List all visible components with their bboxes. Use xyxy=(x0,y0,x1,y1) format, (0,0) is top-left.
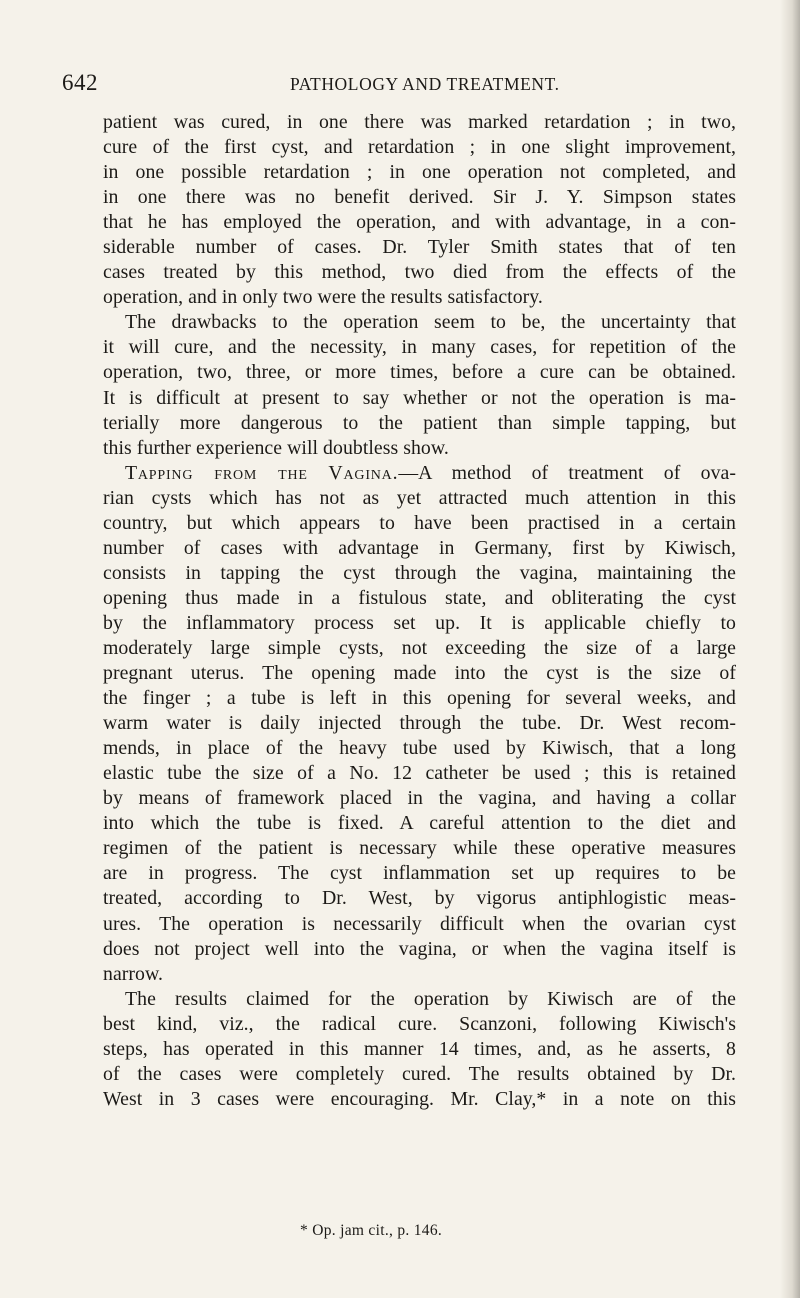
footnote: * Op. jam cit., p. 146. xyxy=(300,1222,443,1239)
text-line: are in progress. The cyst inflammation set up requires to be xyxy=(103,862,736,885)
text-line: cure of the first cyst, and retardation ; in one slight improvement, xyxy=(103,136,736,159)
text-line: regimen of the patient is necessary while these operative measures xyxy=(103,837,736,860)
text-line: operation, and in only two were the results satisfactory. xyxy=(103,286,543,309)
page-number: 642 xyxy=(62,70,98,95)
text-line: cases treated by this method, two died from the effects of the xyxy=(103,261,736,284)
text-line: It is difficult at present to say whether or not the operation is ma- xyxy=(103,386,736,409)
text-line: narrow. xyxy=(103,962,164,985)
text-line: steps, has operated in this manner 14 times, and, as he asserts, 8 xyxy=(103,1037,736,1060)
text-line: it will cure, and the necessity, in many cases, for repetition of the xyxy=(103,336,736,359)
text-line: operation, two, three, or more times, before a cure can be obtained. xyxy=(103,361,736,384)
text-line: mends, in place of the heavy tube used by Kiwisch, that a long xyxy=(103,737,736,760)
text-line: terially more dangerous to the patient than simple tapping, but xyxy=(103,411,736,434)
text-line: that he has employed the operation, and with advantage, in a con- xyxy=(103,211,736,234)
text-line: moderately large simple cysts, not exceeding the size of a large xyxy=(103,636,736,659)
text-line: rian cysts which has not as yet attracted much attention in this xyxy=(103,486,736,509)
text-line: opening thus made in a fistulous state, and obliterating the cyst xyxy=(103,586,736,609)
text-line: West in 3 cases were encouraging. Mr. Clay,* in a note on this xyxy=(103,1087,736,1110)
text-line: of the cases were completely cured. The results obtained by Dr. xyxy=(103,1062,736,1085)
text-line: consists in tapping the cyst through the vagina, maintaining the xyxy=(103,561,736,584)
text-line: this further experience will doubtless show. xyxy=(103,436,449,459)
section-line: Tapping from the Vagina.—A method of treatment of ova- xyxy=(125,461,736,484)
section-heading: Tapping from the Vagina. xyxy=(125,461,399,484)
text-line: by means of framework placed in the vagina, and having a collar xyxy=(103,787,736,810)
text-line: in one possible retardation ; in one operation not completed, and xyxy=(103,161,736,184)
text-line: does not project well into the vagina, or when the vagina itself is xyxy=(103,937,736,960)
text-line: best kind, viz., the radical cure. Scanzoni, following Kiwisch's xyxy=(103,1012,736,1035)
text-line: treated, according to Dr. West, by vigorus antiphlogistic meas- xyxy=(103,887,736,910)
text-line: in one there was no benefit derived. Sir J. Y. Simpson states xyxy=(103,186,736,209)
text-line: by the inflammatory process set up. It is applicable chiefly to xyxy=(103,611,736,634)
text-line: elastic tube the size of a No. 12 catheter be used ; this is retained xyxy=(103,762,736,785)
text-line: number of cases with advantage in Germany, first by Kiwisch, xyxy=(103,536,736,559)
text-line: ures. The operation is necessarily difficult when the ovarian cyst xyxy=(103,912,736,935)
page-header xyxy=(62,70,742,110)
text-line: the finger ; a tube is left in this opening for several weeks, and xyxy=(103,687,736,710)
text-line: country, but which appears to have been practised in a certain xyxy=(103,511,736,534)
text-line: pregnant uterus. The opening made into the cyst is the size of xyxy=(103,662,736,685)
text-line: siderable number of cases. Dr. Tyler Smith states that of ten xyxy=(103,236,736,259)
text-line: The results claimed for the operation by Kiwisch are of the xyxy=(125,987,736,1010)
text-line: into which the tube is fixed. A careful attention to the diet and xyxy=(103,812,736,835)
text-line: patient was cured, in one there was marked retardation ; in two, xyxy=(103,111,736,133)
text-line: warm water is daily injected through the tube. Dr. West recom- xyxy=(103,712,736,735)
running-head: PATHOLOGY AND TREATMENT. xyxy=(290,74,560,94)
text-line: The drawbacks to the operation seem to be, the uncertainty that xyxy=(125,311,736,334)
body-text xyxy=(103,110,736,1112)
